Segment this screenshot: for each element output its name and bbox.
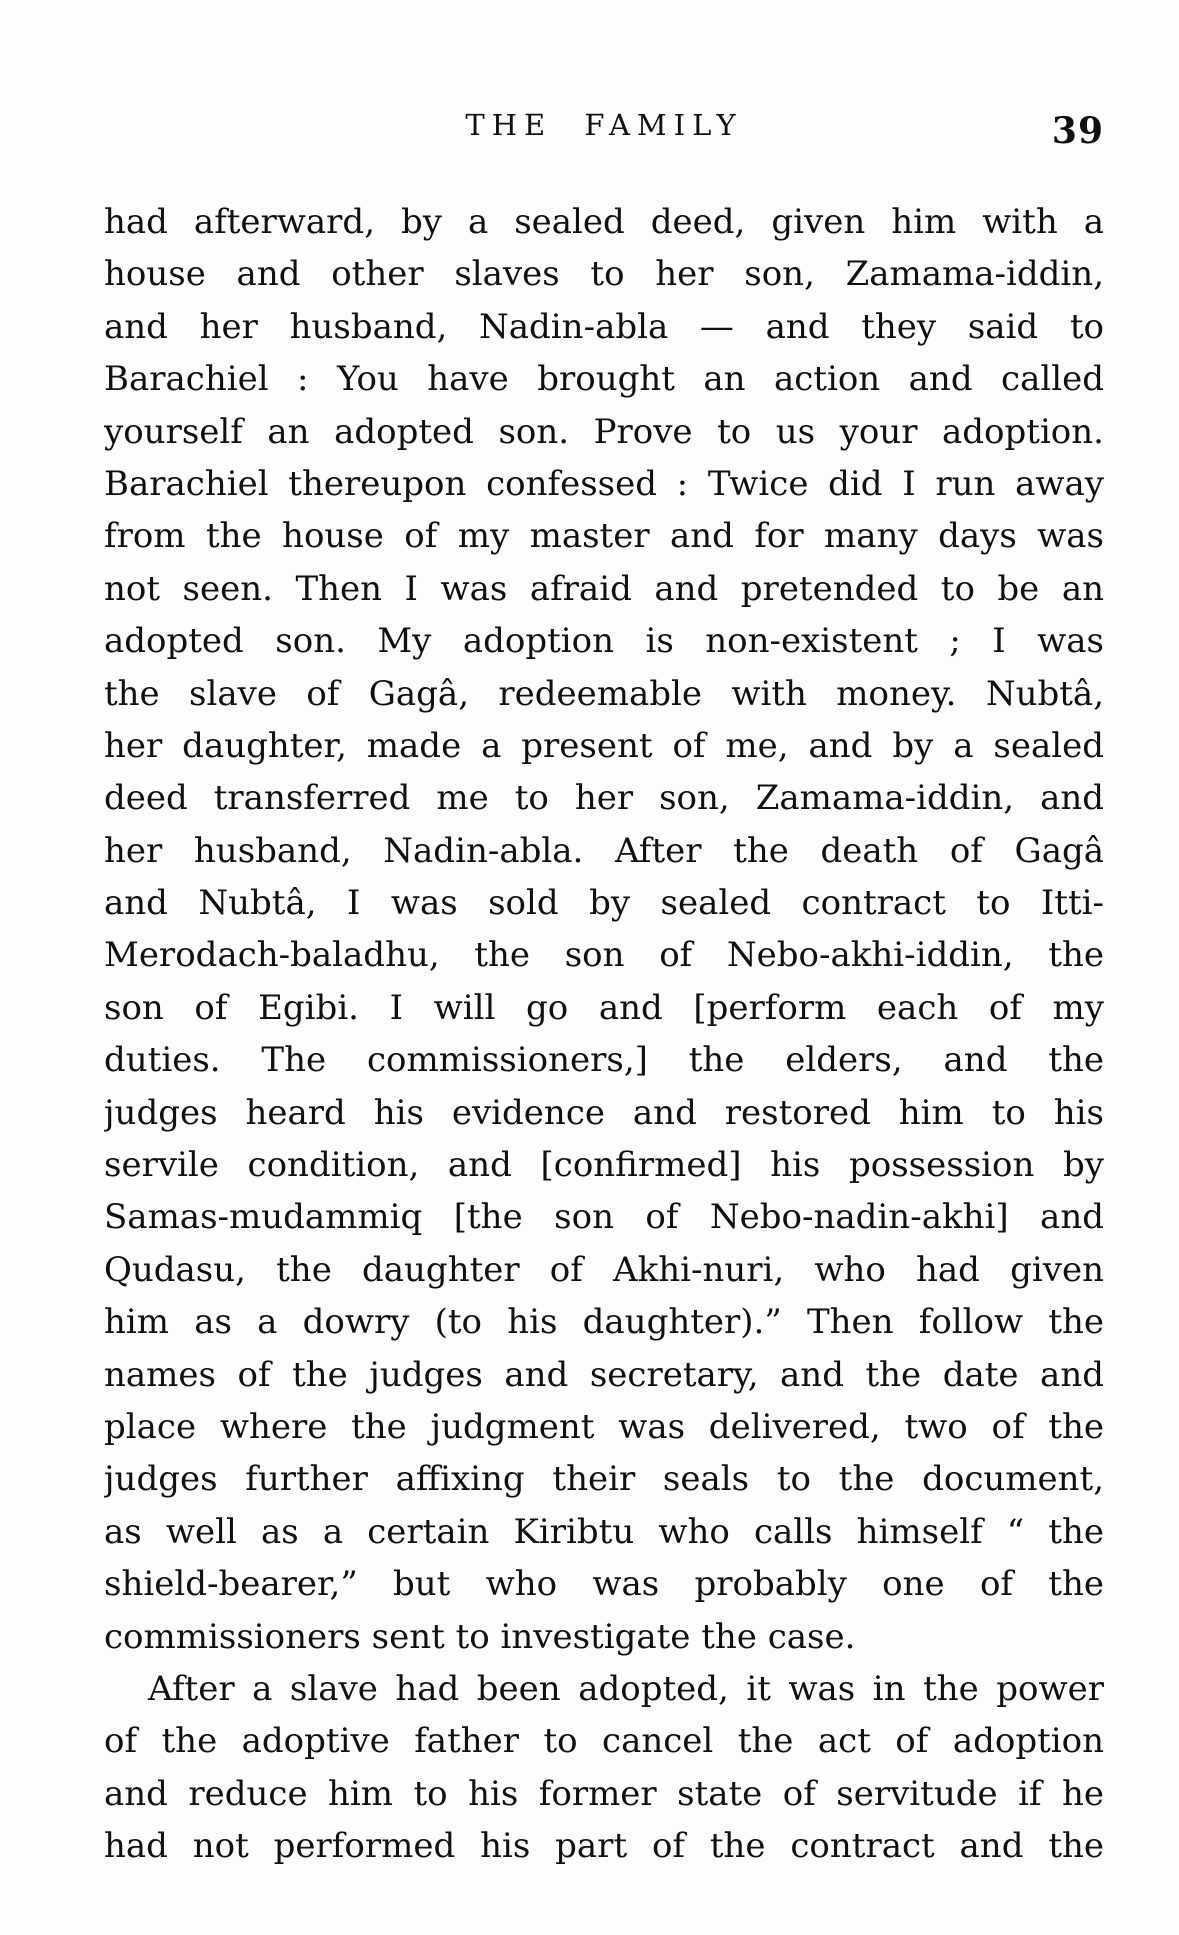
page-number: 39 <box>1051 110 1104 152</box>
text-line: place where the judgment was delivered, two of the <box>104 1406 1104 1447</box>
text-line: Barachiel thereupon confessed : Twice did I run away <box>104 463 1104 504</box>
text-line: servile condition, and [confirmed] his possession by <box>104 1145 1104 1186</box>
text-line: shield-bearer,” but who was probably one of the <box>104 1564 1104 1605</box>
text-line: had not performed his part of the contract and the <box>104 1826 1104 1867</box>
text-line: Qudasu, the daughter of Akhi-nuri, who had given <box>104 1249 1104 1290</box>
text-line: and her husband, Nadin-abla — and they said to <box>104 306 1104 347</box>
text-line: the slave of Gagâ, redeemable with money. Nubtâ, <box>104 673 1104 714</box>
text-line: Barachiel : You have brought an action and called <box>104 359 1104 400</box>
text-line: After a slave had been adopted, it was in the power <box>148 1668 1104 1709</box>
text-line: her husband, Nadin-abla. After the death of Gagâ <box>104 830 1104 871</box>
text-line: Merodach-baladhu, the son of Nebo-akhi-iddin, the <box>104 935 1104 976</box>
text-line: duties. The commissioners,] the elders, and the <box>104 1040 1104 1081</box>
text-line: house and other slaves to her son, Zamama-iddin, <box>104 254 1104 295</box>
text-line: of the adoptive father to cancel the act of adoption <box>104 1721 1104 1762</box>
text-line: as well as a certain Kiribtu who calls himself “ the <box>104 1511 1104 1552</box>
running-title: THE FAMILY <box>465 108 743 142</box>
text-line: and reduce him to his former state of servitude if he <box>104 1773 1104 1814</box>
text-line: yourself an adopted son. Prove to us your adoption. <box>104 411 1104 452</box>
text-line: him as a dowry (to his daughter).” Then follow the <box>104 1302 1104 1343</box>
page-body <box>104 196 1104 1873</box>
text-line: Samas-mudammiq [the son of Nebo-nadin-akhi] and <box>104 1197 1104 1238</box>
text-line: and Nubtâ, I was sold by sealed contract to Itti- <box>104 883 1104 924</box>
text-line: her daughter, made a present of me, and by a sealed <box>104 725 1104 766</box>
text-line: judges further affixing their seals to the document, <box>104 1459 1104 1500</box>
text-line: commissioners sent to investigate the case. <box>104 1616 856 1657</box>
text-line: not seen. Then I was afraid and pretended to be an <box>104 568 1104 609</box>
text-line: son of Egibi. I will go and [perform each of my <box>104 987 1104 1028</box>
text-line: judges heard his evidence and restored him to his <box>104 1092 1104 1133</box>
text-line: names of the judges and secretary, and the date and <box>104 1354 1104 1395</box>
text-line: deed transferred me to her son, Zamama-iddin, and <box>104 778 1104 819</box>
text-line: had afterward, by a sealed deed, given him with a <box>104 202 1104 242</box>
page-header <box>104 104 1104 152</box>
text-line: from the house of my master and for many days was <box>104 516 1104 557</box>
text-line: adopted son. My adoption is non-existent ; I was <box>104 621 1104 662</box>
